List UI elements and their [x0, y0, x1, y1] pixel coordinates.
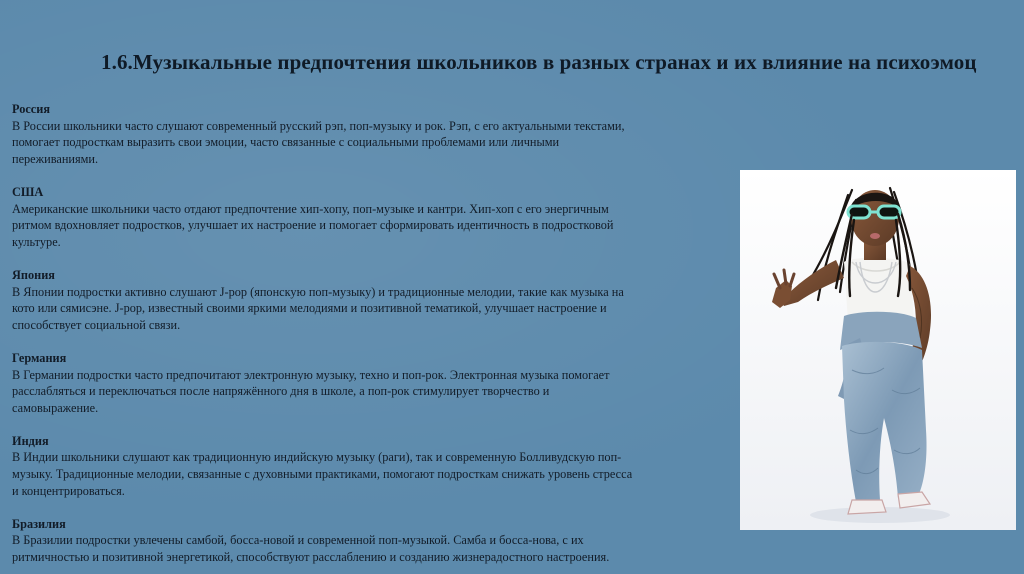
country-section — [12, 350, 730, 416]
country-section — [12, 101, 730, 167]
country-heading: Индия — [12, 433, 49, 448]
slide-title: 1.6.Музыкальные предпочтения школьников в разных странах и их влияние на психоэмоц — [101, 50, 977, 74]
country-text-line: ритмичностью и позитивной энергетикой, способствуют расслаблению и созданию жизнерадостного настроения. — [12, 550, 610, 565]
country-text-line: переживаниями. — [12, 151, 99, 166]
country-text-line: музыку. Традиционные мелодии, связанные с духовными практиками, помогают подросткам снижать уровень стресса — [12, 467, 633, 482]
country-text-line: самовыражение. — [12, 400, 99, 415]
country-heading: Бразилия — [12, 516, 66, 531]
country-heading: Япония — [12, 267, 55, 282]
country-section — [12, 433, 730, 499]
country-section — [12, 516, 730, 566]
country-text-line: помогает подросткам выразить свои эмоции, часто связанные с социальными проблемами или личными — [12, 135, 560, 150]
country-text-line: В Бразилии подростки увлечены самбой, босса-новой и современной поп-музыкой. Самба и босса-нова, с их — [12, 533, 584, 548]
country-text-line: В Германии подростки часто предпочитают электронную музыку, техно и поп-рок. Электронная музыка помогает — [12, 367, 610, 382]
country-text-line: расслабляться и переключаться после напряжённого дня в школе, а поп-рок стимулирует творчество и — [12, 384, 550, 399]
country-heading: США — [12, 184, 44, 199]
country-heading: Германия — [12, 350, 67, 365]
country-text-line: способствует социальной связи. — [12, 317, 181, 332]
country-heading: Россия — [12, 102, 51, 116]
country-text-line: ритмом вдохновляет подростков, улучшает их настроение и помогает сформировать идентичность в подростковой — [12, 218, 614, 233]
country-section — [12, 184, 730, 250]
slide-content — [12, 101, 730, 574]
country-text-line: В Индии школьники слушают как традиционную индийскую музыку (раги), так и современную Болливудскую поп- — [12, 450, 622, 465]
country-text-line: и концентрироваться. — [12, 483, 125, 498]
country-section — [12, 267, 730, 333]
country-text-line: В России школьники часто слушают современный русский рэп, поп-музыку и рок. Рэп, с его актуальными текстами, — [12, 118, 625, 133]
country-text-line: культуре. — [12, 234, 61, 249]
performer-illustration — [740, 170, 1016, 530]
country-text-line: В Японии подростки активно слушают J-pop (японскую поп-музыку) и традиционные мелодии, такие как музыка на — [12, 284, 624, 299]
country-text-line: кото или сямисэне. J-pop, известный своими яркими мелодиями и позитивной тематикой, улучшает настроение и — [12, 301, 607, 316]
performer-photo — [740, 170, 1016, 530]
country-text-line: Американские школьники часто отдают предпочтение хип-хопу, поп-музыке и кантри. Хип-хоп с его энергичным — [12, 201, 609, 216]
